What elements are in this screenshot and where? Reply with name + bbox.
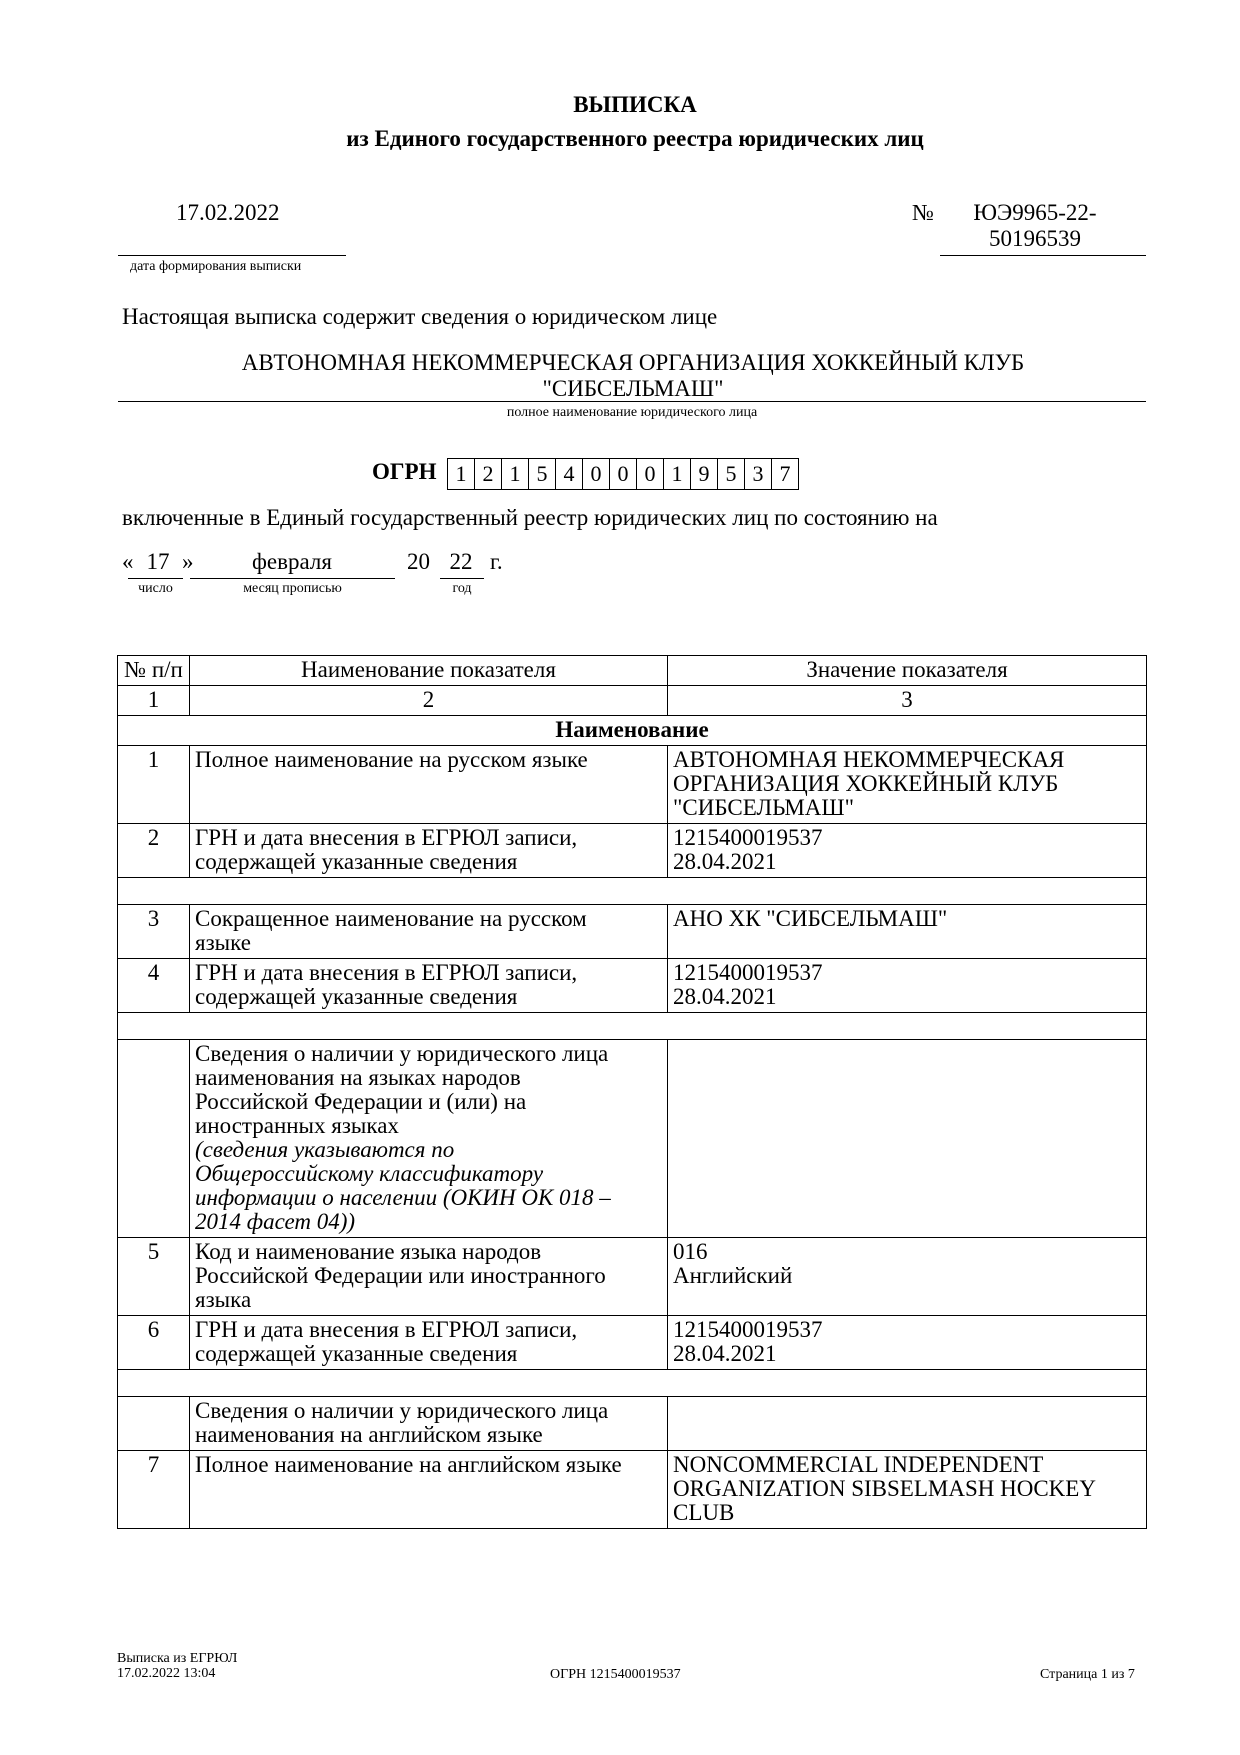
table-row [118,1238,1147,1316]
row-indicator [190,905,668,959]
spacer-cell [118,1013,1147,1040]
issue-date: 17.02.2022 [176,200,280,225]
ogrn-label: ОГРН [372,459,437,484]
value-line: ОРГАНИЗАЦИЯ ХОККЕЙНЫЙ КЛУБ [673,771,1059,796]
indicator-line: наименования на языках народов [195,1065,521,1090]
row-indicator: Полное наименование на русском языке [190,746,668,824]
ogrn-digit: 4 [555,458,583,490]
section-row [118,716,1147,746]
indicator-line: Российской Федерации и (или) на [195,1089,527,1114]
as-of-month-underline [190,578,395,579]
ogrn-digit: 7 [771,458,799,490]
row-indicator: Полное наименование на английском языке [190,1451,668,1529]
value-line: 28.04.2021 [673,849,777,874]
column-number-cell: 1 [118,686,190,716]
section-title: Наименование [118,716,1147,746]
as-of-month: февраля [252,549,332,574]
date-quote-close: » [182,549,194,574]
row-value [668,1238,1147,1316]
ogrn-digit-boxes [448,458,799,490]
row-number: 1 [118,746,190,824]
spacer-row [118,878,1147,905]
document-subtitle: из Единого государственного реестра юридических лиц [346,126,924,151]
as-of-month-caption: месяц прописью [243,581,342,596]
ogrn-digit: 5 [717,458,745,490]
entity-name-line1: АВТОНОМНАЯ НЕКОММЕРЧЕСКАЯ ОРГАНИЗАЦИЯ ХОККЕЙНЫЙ КЛУБ [241,350,1025,375]
number-sign: № [912,200,934,225]
row-value: АНО ХК "СИБСЕЛЬМАШ" [668,905,1147,959]
as-of-year-suffix: г. [490,549,503,574]
value-line: 28.04.2021 [673,984,777,1009]
indicator-line: Российской Федерации или иностранного [195,1263,606,1288]
row-value [668,1451,1147,1529]
indicator-line: Код и наименование языка народов [195,1239,542,1264]
footer-doc-name: Выписка из ЕГРЮЛ [117,1651,238,1666]
document-number [950,200,1120,252]
ogrn-digit: 1 [447,458,475,490]
ogrn-digit: 0 [609,458,637,490]
row-value [668,1397,1147,1451]
value-line: CLUB [673,1500,735,1525]
ogrn-digit: 0 [582,458,610,490]
document-title: ВЫПИСКА [573,92,697,117]
table-row [118,959,1147,1013]
ogrn-digit: 1 [663,458,691,490]
indicator-line: Сведения о наличии у юридического лица [195,1398,609,1423]
table-column-number-row [118,686,1147,716]
indicator-line: наименования на английском языке [195,1422,543,1447]
table-row [118,1316,1147,1370]
as-of-day: 17 [146,549,170,574]
indicator-line: ГРН и дата внесения в ЕГРЮЛ записи, [195,825,578,850]
ogrn-digit: 9 [690,458,718,490]
indicator-note-line: информации о населении (ОКИН ОК 018 – [195,1185,611,1210]
as-of-year-underline [440,578,484,579]
indicator-line: Сокращенное наименование на русском [195,906,587,931]
spacer-row [118,1370,1147,1397]
issue-date-caption: дата формирования выписки [130,259,302,274]
indicator-line: Сведения о наличии у юридического лица [195,1041,609,1066]
value-line: 016 [673,1239,708,1264]
footer-ogrn: ОГРН 1215400019537 [550,1667,681,1682]
row-number: 5 [118,1238,190,1316]
row-number [118,1397,190,1451]
ogrn-digit: 1 [501,458,529,490]
row-value [668,959,1147,1013]
entity-name-caption: полное наименование юридического лица [506,405,758,420]
indicator-note-line: Общероссийскому классификатору [195,1161,544,1186]
row-number: 7 [118,1451,190,1529]
indicator-line: ГРН и дата внесения в ЕГРЮЛ записи, [195,1317,578,1342]
header-cell: Значение показателя [668,656,1147,686]
table-row [118,1397,1147,1451]
value-line: 1215400019537 [673,1317,823,1342]
row-indicator [190,1040,668,1238]
entity-name-line2: "СИБСЕЛЬМАШ" [542,376,724,401]
as-of-year-caption: год [452,581,472,596]
value-line: 1215400019537 [673,960,823,985]
row-value [668,746,1147,824]
table-row [118,824,1147,878]
ogrn-digit: 5 [528,458,556,490]
row-indicator [190,1238,668,1316]
entity-name-underline [118,401,1146,402]
row-number [118,1040,190,1238]
as-of-year: 22 [449,549,473,574]
indicator-note-line: (сведения указываются по [195,1137,455,1162]
date-quote-open: « [122,549,134,574]
indicator-line: ГРН и дата внесения в ЕГРЮЛ записи, [195,960,578,985]
spacer-row [118,1013,1147,1040]
row-number: 3 [118,905,190,959]
value-line: NONCOMMERCIAL INDEPENDENT [673,1452,1044,1477]
indicator-line: иностранных языках [195,1113,399,1138]
row-indicator [190,1397,668,1451]
register-table [117,655,1147,1529]
ogrn-digit: 2 [474,458,502,490]
as-of-day-underline [128,578,183,579]
intro-text: Настоящая выписка содержит сведения о юридическом лице [122,304,718,329]
value-line: Английский [673,1263,793,1288]
document-number-line2: 50196539 [989,226,1081,251]
indicator-line: языке [195,930,251,955]
value-line: ORGANIZATION SIBSELMASH HOCKEY [673,1476,1096,1501]
entity-full-name [118,350,1148,402]
header-cell: Наименование показателя [190,656,668,686]
column-number-cell: 3 [668,686,1147,716]
row-indicator [190,824,668,878]
row-number: 2 [118,824,190,878]
spacer-cell [118,1370,1147,1397]
indicator-note-line: 2014 фасет 04)) [195,1209,356,1234]
table-row [118,746,1147,824]
table-row [118,1040,1147,1238]
row-number: 4 [118,959,190,1013]
value-line: "СИБСЕЛЬМАШ" [673,795,855,820]
row-value [668,1316,1147,1370]
spacer-cell [118,878,1147,905]
row-value [668,1040,1147,1238]
indicator-line: содержащей указанные сведения [195,1341,518,1366]
footer-page-number: Страница 1 из 7 [1040,1667,1135,1682]
row-number: 6 [118,1316,190,1370]
row-indicator [190,959,668,1013]
as-of-century: 20 [407,549,430,574]
as-of-day-caption: число [138,581,173,596]
included-text: включенные в Единый государственный реестр юридических лиц по состоянию на [122,505,938,530]
column-number-cell: 2 [190,686,668,716]
table-row [118,1451,1147,1529]
table-header-row [118,656,1147,686]
indicator-line: языка [195,1287,252,1312]
indicator-line: содержащей указанные сведения [195,984,518,1009]
document-number-underline [940,255,1146,256]
document-number-line1: ЮЭ9965-22- [973,200,1097,225]
table-row [118,905,1147,959]
value-line: 1215400019537 [673,825,823,850]
value-line: 28.04.2021 [673,1341,777,1366]
row-value [668,824,1147,878]
ogrn-digit: 3 [744,458,772,490]
header-cell: № п/п [118,656,190,686]
footer-datetime: 17.02.2022 13:04 [117,1666,216,1681]
ogrn-digit: 0 [636,458,664,490]
issue-date-underline [118,255,346,256]
row-indicator [190,1316,668,1370]
value-line: АВТОНОМНАЯ НЕКОММЕРЧЕСКАЯ [673,747,1065,772]
indicator-line: содержащей указанные сведения [195,849,518,874]
